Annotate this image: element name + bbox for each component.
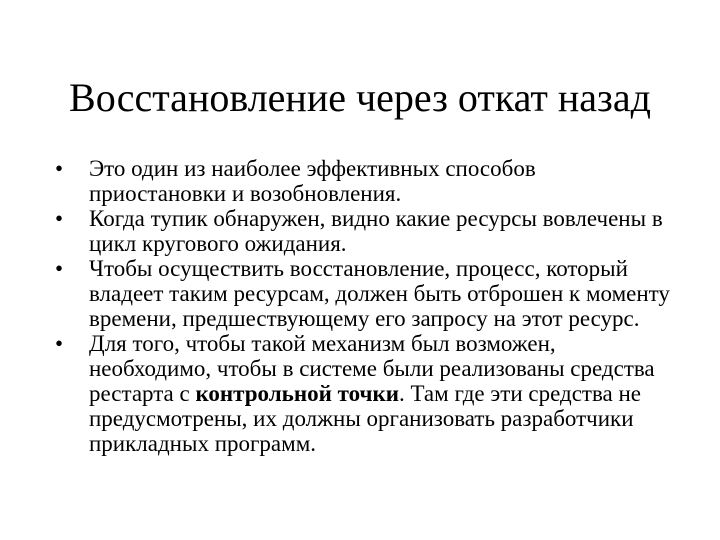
bullet-text: Чтобы осуществить восстановление, процесс, который владеет таким ресурсам, должен быть отброшен к моменту времени, предшествующему его запросу на этот ресурс. bbox=[89, 256, 670, 331]
bullet-text-part: . Там где эти средства не предусмотрены, их должны организовать разработчики прикладных программ. bbox=[89, 381, 641, 456]
bullet-text bbox=[89, 331, 655, 456]
bullet-dot-icon: • bbox=[55, 206, 64, 231]
bullet-item-4 bbox=[52, 331, 672, 456]
bullet-dot-icon: • bbox=[55, 331, 64, 356]
bullet-text: Когда тупик обнаружен, видно какие ресурсы вовлечены в цикл кругового ожидания. bbox=[89, 206, 663, 256]
bullet-text-bold-term: контрольной точки bbox=[195, 381, 399, 406]
bullet-item-1 bbox=[52, 156, 672, 206]
bullet-text: Это один из наиболее эффективных способов приостановки и возобновления. bbox=[89, 156, 536, 206]
bullet-list bbox=[52, 156, 672, 456]
bullet-item-2 bbox=[52, 206, 672, 256]
slide-title: Восстановление через откат назад bbox=[69, 75, 651, 120]
bullet-dot-icon: • bbox=[55, 256, 64, 281]
bullet-text-part: Для того, чтобы такой механизм был возможен, необходимо, чтобы в системе были реализованы средства рестарта с bbox=[89, 331, 655, 406]
bullet-dot-icon: • bbox=[55, 156, 64, 181]
bullet-item-3 bbox=[52, 256, 672, 331]
